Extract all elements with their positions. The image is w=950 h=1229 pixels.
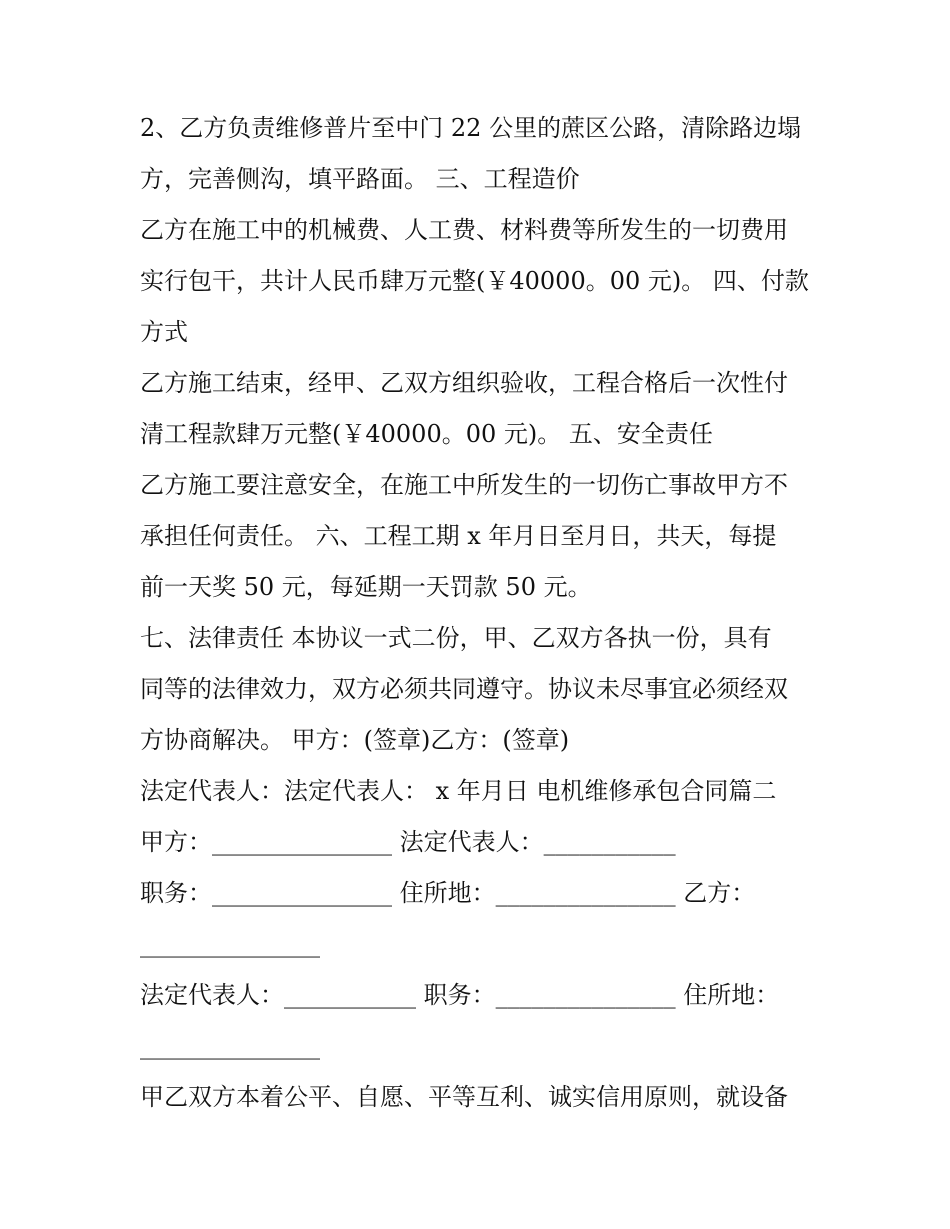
text-line: _______________ — [140, 1032, 320, 1060]
text-line: 方式 — [140, 318, 188, 346]
text-line: _______________ — [140, 930, 320, 958]
text-line: 职务：_______________ 住所地：_______________ 乙方： — [140, 879, 756, 907]
text-line: 前一天奖 50 元，每延期一天罚款 50 元。 — [140, 573, 592, 601]
text-line: 甲方：_______________ 法定代表人：___________ — [140, 828, 676, 856]
text-line: 法定代表人：法定代表人： x 年月日 电机维修承包合同篇二 — [140, 777, 777, 805]
text-line: 乙方施工结束，经甲、乙双方组织验收，工程合格后一次性付 — [140, 369, 788, 397]
document-body — [140, 103, 830, 1123]
text-line: 方，完善侧沟，填平路面。 三、工程造价 — [140, 165, 580, 193]
text-line: 实行包干，共计人民币肆万元整(￥40000。00 元)。 四、付款 — [140, 267, 809, 295]
text-line: 承担任何责任。 六、工程工期 x 年月日至月日，共天，每提 — [140, 522, 777, 550]
text-line: 方协商解决。 甲方：(签章)乙方：(签章) — [140, 726, 570, 754]
text-line: 七、法律责任 本协议一式二份，甲、乙双方各执一份，具有 — [140, 624, 772, 652]
text-line: 法定代表人：___________ 职务：_______________ 住所地： — [140, 981, 780, 1009]
text-line: 乙方施工要注意安全，在施工中所发生的一切伤亡事故甲方不 — [140, 471, 788, 499]
text-line: 乙方在施工中的机械费、人工费、材料费等所发生的一切费用 — [140, 216, 788, 244]
text-line: 同等的法律效力，双方必须共同遵守。协议未尽事宜必须经双 — [140, 675, 788, 703]
text-line: 2、乙方负责维修普片至中门 22 公里的蔗区公路，清除路边塌 — [140, 114, 802, 142]
text-line: 清工程款肆万元整(￥40000。00 元)。 五、安全责任 — [140, 420, 713, 448]
text-line: 甲乙双方本着公平、自愿、平等互利、诚实信用原则，就设备 — [140, 1083, 788, 1111]
